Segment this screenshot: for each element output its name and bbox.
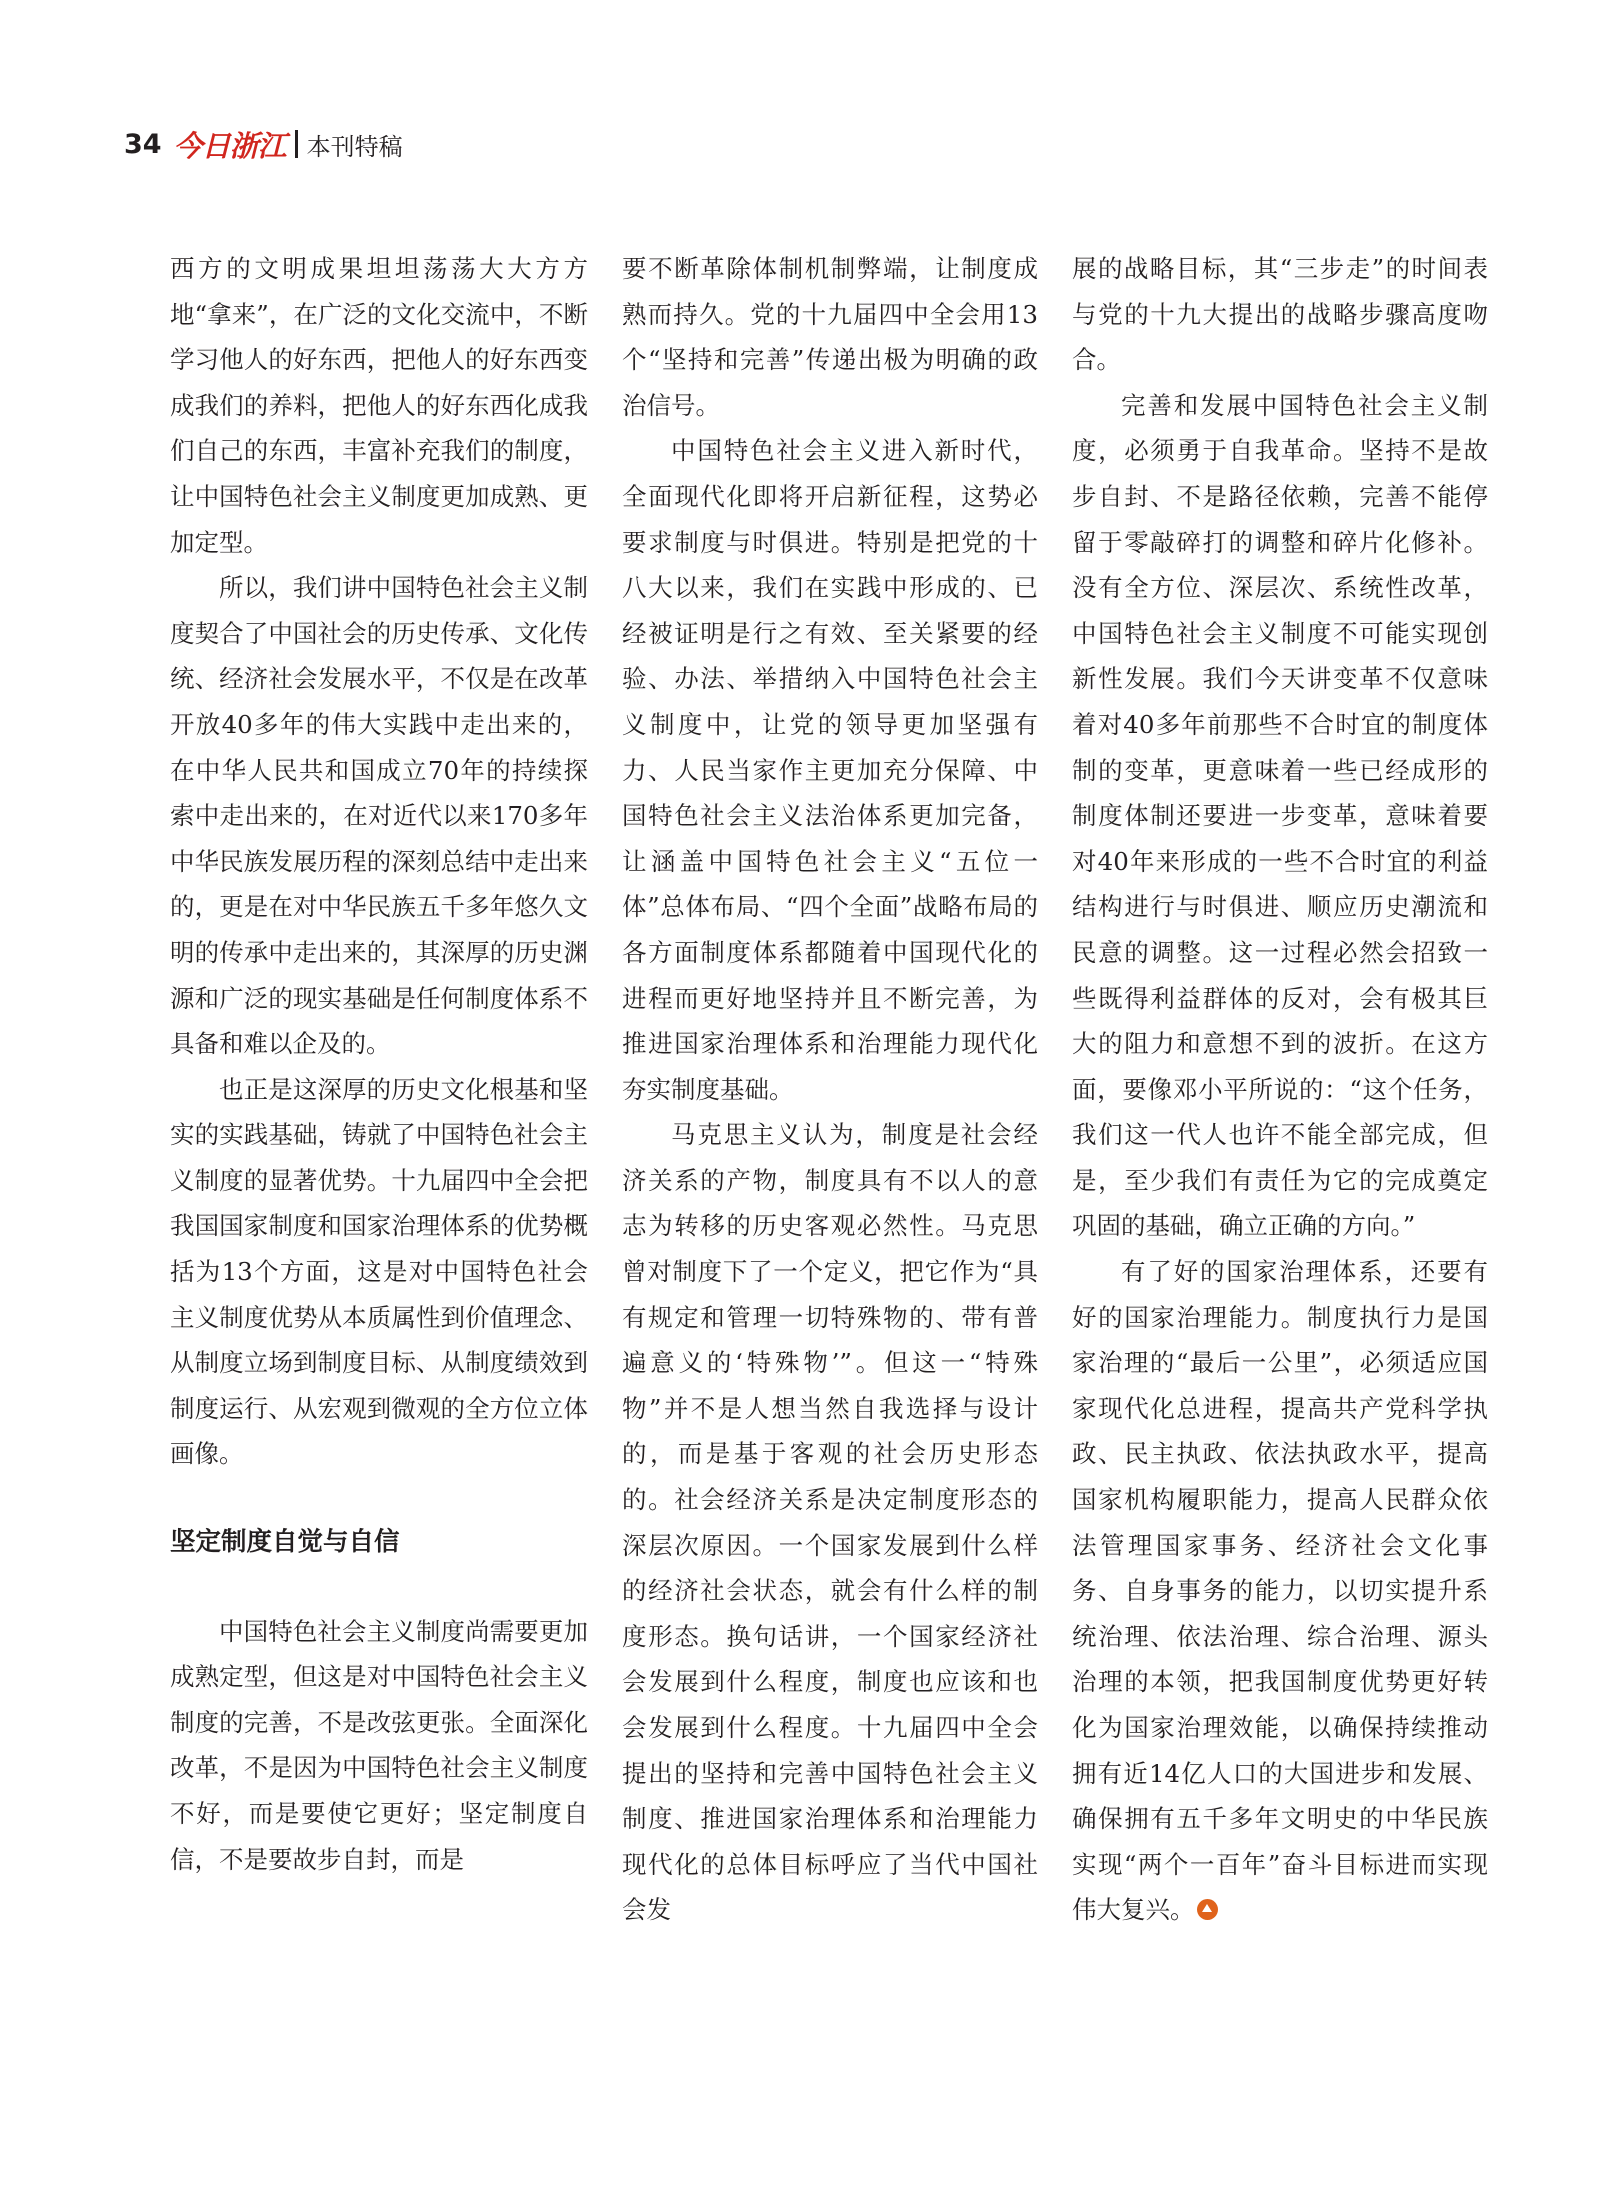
paragraph-text: 有了好的国家治理体系，还要有好的国家治理能力。制度执行力是国家治理的“最后一公里”，必须适应国家现代化总进程，提高共产党科学执政、民主执政、依法执政水平，提高国家机构履职能力，提高人民群众依法管理国家事务、经济社会文化事务、自身事务的能力，以切实提升系统治理、依法治理、综合治理、源头治理的本领，把我国制度优势更好转化为国家治理效能，以确保持续推动拥有近14亿人口的大国进步和发展、确保拥有五千多年文明史的中华民族实现“两个一百年”奋斗目标进而实现伟大复兴。 [1072,1257,1488,1925]
page-number: 34 [124,128,162,160]
paragraph: 中国特色社会主义制度尚需要更加成熟定型，但这是对中国特色社会主义制度的完善，不是改弦更张。全面深化改革，不是因为中国特色社会主义制度不好，而是要使它更好；坚定制度自信，不是要故步自封，而是 [170,1616,588,1874]
end-mark-icon [1197,1899,1218,1920]
subheading: 坚定制度自觉与自信 [170,1527,400,1558]
paragraph: 马克思主义认为，制度是社会经济关系的产物，制度具有不以人的意志为转移的历史客观必然性。马克思曾对制度下了一个定义，把它作为“具有规定和管理一切特殊物的、带有普遍意义的‘特殊物’”。但这一“特殊物”并不是人想当然自我选择与设计的，而是基于客观的社会历史形态的。社会经济关系是决定制度形态的深层次原因。一个国家发展到什么样的经济社会状态，就会有什么样的制度形态。换句话讲，一个国家经济社会发展到什么程度，制度也应该和也会发展到什么程度。十九届四中全会提出的坚持和完善中国特色社会主义制度、推进国家治理体系和治理能力现代化的总体目标呼应了当代中国社会发 [622,1120,1038,1925]
paragraph: 西方的文明成果坦坦荡荡大大方方地“拿来”，在广泛的文化交流中，不断学习他人的好东西，把他人的好东西变成我们的养料，把他人的好东西化成我们自己的东西，丰富补充我们的制度，让中国特色社会主义制度更加成熟、更加定型。 [170,254,588,557]
paragraph-final [1072,1249,1488,1933]
section-title: 本刊特稿 [306,132,403,161]
paragraph: 也正是这深厚的历史文化根基和坚实的实践基础，铸就了中国特色社会主义制度的显著优势。十九届四中全会把我国国家制度和国家治理体系的优势概括为13个方面，这是对中国特色社会主义制度优势从本质属性到价值理念、从制度立场到制度目标、从制度绩效到制度运行、从宏观到微观的全方位立体画像。 [170,1074,588,1469]
paragraph: 展的战略目标，其“三步走”的时间表与党的十九大提出的战略步骤高度吻合。 [1072,254,1488,375]
paragraph: 所以，我们讲中国特色社会主义制度契合了中国社会的历史传承、文化传统、经济社会发展水平，不仅是在改革开放40多年的伟大实践中走出来的，在中华人民共和国成立70年的持续探索中走出来的，在对近代以来170多年中华民族发展历程的深刻总结中走出来的，更是在对中华民族五千多年悠久文明的传承中走出来的，其深厚的历史渊源和广泛的现实基础是任何制度体系不具备和难以企及的。 [170,573,588,1059]
paragraph: 要不断革除体制机制弊端，让制度成熟而持久。党的十九届四中全会用13个“坚持和完善”传递出极为明确的政治信号。 [622,254,1038,420]
page-header [124,122,403,166]
paragraph: 中国特色社会主义进入新时代，全面现代化即将开启新征程，这势必要求制度与时俱进。特别是把党的十八大以来，我们在实践中形成的、已经被证明是行之有效、至关紧要的经验、办法、举措纳入中国特色社会主义制度中，让党的领导更加坚强有力、人民当家作主更加充分保障、中国特色社会主义法治体系更加完备，让涵盖中国特色社会主义“五位一体”总体布局、“四个全面”战略布局的各方面制度体系都随着中国现代化的进程而更好地坚持并且不断完善，为推进国家治理体系和治理能力现代化夯实制度基础。 [622,436,1038,1104]
header-divider [295,130,298,158]
paragraph: 完善和发展中国特色社会主义制度，必须勇于自我革命。坚持不是故步自封、不是路径依赖，完善不能停留于零敲碎打的调整和碎片化修补。没有全方位、深层次、系统性改革，中国特色社会主义制度不可能实现创新性发展。我们今天讲变革不仅意味着对40多年前那些不合时宜的制度体制的变革，更意味着一些已经成形的制度体制还要进一步变革，意味着要对40年来形成的一些不合时宜的利益结构进行与时俱进、顺应历史潮流和民意的调整。这一过程必然会招致一些既得利益群体的反对，会有极其巨大的阻力和意想不到的波折。在这方面，要像邓小平所说的：“这个任务，我们这一代人也许不能全部完成，但是，至少我们有责任为它的完成奠定巩固的基础，确立正确的方向。” [1072,390,1488,1241]
article-column-3 [1072,246,1488,1933]
magazine-logo: 今日浙江 [173,128,286,163]
article-column-1 [170,246,588,1882]
article-column-2 [622,246,1038,1933]
